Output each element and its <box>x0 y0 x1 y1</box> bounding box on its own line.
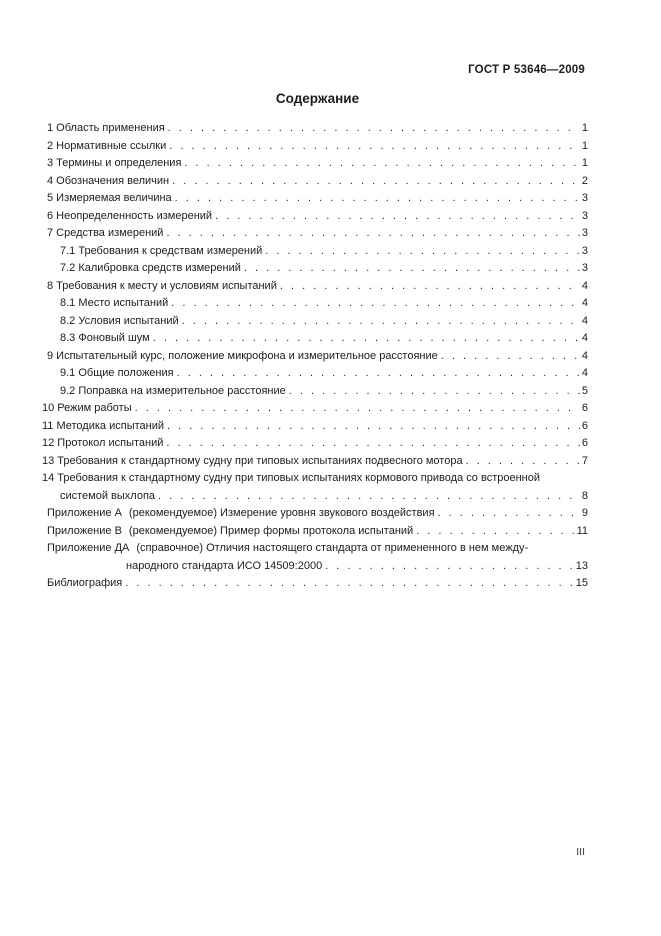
dot-leader <box>172 173 580 191</box>
dot-leader <box>466 453 580 471</box>
toc-entry-text: 6 Неопределенность измерений <box>47 209 213 222</box>
toc-entry <box>47 505 588 523</box>
toc-entry <box>47 120 588 138</box>
toc-entry-page: 3 <box>581 192 588 204</box>
toc-entry <box>60 295 588 313</box>
toc-entry-page: 4 <box>581 314 588 327</box>
toc-entry-text: Библиография <box>47 577 123 589</box>
dot-leader <box>175 190 580 208</box>
toc-entry-page: 7 <box>581 454 588 467</box>
toc-entry-page: 1 <box>581 139 588 152</box>
toc-entry-text: народного стандарта ИСО 14509:2000 <box>126 559 323 572</box>
toc-entry <box>60 313 588 331</box>
dot-leader <box>153 330 580 348</box>
toc-entry-text: 12 Протокол испытаний <box>42 437 164 449</box>
toc-entry-page: 6 <box>581 419 588 432</box>
toc-entry-page: 9 <box>581 507 588 519</box>
dot-leader <box>280 278 580 296</box>
toc-entry-page: 4 <box>581 279 588 292</box>
toc-entry-text: 8.3 Фоновый шум <box>60 332 150 344</box>
toc-entry-page: 1 <box>581 157 588 169</box>
toc-entry <box>47 278 588 296</box>
appendix-label: Приложение А <box>47 507 122 519</box>
toc-entry <box>47 138 588 156</box>
dot-leader <box>184 155 579 173</box>
toc-entry-page: 3 <box>581 244 588 257</box>
toc-entry-page: 4 <box>581 367 588 379</box>
toc-entry <box>47 208 588 226</box>
dot-leader <box>125 575 574 593</box>
appendix-label: Приложение В <box>47 524 122 537</box>
dot-leader <box>289 383 580 401</box>
dot-leader <box>438 505 580 523</box>
toc-entry-text: 5 Измеряемая величина <box>47 192 172 204</box>
toc-entry-text: 13 Требования к стандартному судну при типовых испытаниях подвесного мотора <box>42 454 463 467</box>
toc-entry-page: 6 <box>581 437 588 449</box>
toc-entry-text: 8 Требования к месту и условиям испытаний <box>47 279 277 292</box>
toc-entry <box>42 400 588 418</box>
dot-leader <box>182 313 580 331</box>
dot-leader <box>168 120 580 138</box>
toc-entry-page: 4 <box>581 332 588 344</box>
toc-entry-text: (рекомендуемое) Измерение уровня звукового воздействия <box>128 507 435 519</box>
toc-entry <box>126 558 588 576</box>
table-of-contents <box>42 120 588 593</box>
dot-leader <box>265 243 580 261</box>
dot-leader <box>166 225 579 243</box>
toc-entry <box>60 243 588 261</box>
dot-leader <box>416 523 574 541</box>
toc-entry-text: системой выхлопа <box>60 489 156 502</box>
toc-entry <box>47 348 588 366</box>
toc-entry <box>60 260 588 278</box>
toc-entry-page: 3 <box>581 262 588 274</box>
toc-entry-page: 15 <box>575 577 588 589</box>
dot-leader <box>325 558 574 576</box>
toc-entry-page: 1 <box>581 122 588 134</box>
toc-entry <box>42 435 588 453</box>
toc-entry-text: 9 Испытательный курс, положение микрофона и измерительное расстояние <box>47 349 438 362</box>
toc-entry <box>60 383 588 401</box>
toc-entry-text: 1 Область применения <box>47 122 165 134</box>
toc-entry <box>47 540 588 558</box>
toc-entry <box>47 575 588 593</box>
dot-leader <box>158 488 580 506</box>
toc-entry-text: 10 Режим работы <box>42 402 132 414</box>
toc-entry <box>47 523 588 541</box>
toc-entry-text: 11 Методика испытаний <box>42 419 164 432</box>
page-number: III <box>576 846 585 858</box>
toc-entry-page: 3 <box>581 209 588 222</box>
toc-entry-text: 9.1 Общие положения <box>60 367 174 379</box>
toc-entry-text: 7.1 Требования к средствам измерений <box>60 244 263 257</box>
dot-leader <box>135 400 580 418</box>
toc-entry-page: 11 <box>576 524 588 537</box>
dot-leader <box>215 208 580 226</box>
toc-entry-page: 3 <box>581 227 588 239</box>
toc-entry-text: 4 Обозначения величин <box>47 174 170 187</box>
toc-entry-text: 7.2 Калибровка средств измерений <box>60 262 241 274</box>
toc-entry <box>42 418 588 436</box>
toc-entry-text: (справочное) Отличия настоящего стандарта от примененного в нем между- <box>136 542 529 554</box>
dot-leader <box>244 260 580 278</box>
toc-entry-text: 2 Нормативные ссылки <box>47 139 167 152</box>
toc-entry-text: 8.2 Условия испытаний <box>60 314 179 327</box>
toc-entry-text: (рекомендуемое) Пример формы протокола испытаний <box>128 524 414 537</box>
toc-entry <box>42 470 588 488</box>
toc-entry-page: 4 <box>581 297 588 309</box>
standard-number: ГОСТ Р 53646—2009 <box>468 64 585 76</box>
toc-entry-text: 9.2 Поправка на измерительное расстояние <box>60 384 286 397</box>
dot-leader <box>167 418 580 436</box>
toc-entry-text: 14 Требования к стандартному судну при типовых испытаниях кормового привода со встроенной <box>42 472 541 484</box>
page-title: Содержание <box>275 91 360 106</box>
toc-entry <box>60 330 588 348</box>
dot-leader <box>169 138 580 156</box>
toc-entry <box>47 155 588 173</box>
dot-leader <box>166 435 579 453</box>
toc-entry-page: 8 <box>581 489 588 502</box>
appendix-label: Приложение ДА <box>47 542 130 554</box>
toc-entry <box>47 190 588 208</box>
dot-leader <box>177 365 580 383</box>
toc-entry-page: 6 <box>581 402 588 414</box>
toc-entry-text: 3 Термины и определения <box>47 157 182 169</box>
toc-entry <box>47 225 588 243</box>
toc-entry-text: 8.1 Место испытаний <box>60 297 169 309</box>
dot-leader <box>441 348 580 366</box>
toc-entry <box>42 453 588 471</box>
toc-entry-page: 5 <box>581 384 588 397</box>
toc-entry <box>60 365 588 383</box>
toc-entry <box>47 173 588 191</box>
toc-entry-page: 4 <box>581 349 588 362</box>
toc-entry <box>60 488 588 506</box>
toc-entry-page: 2 <box>581 174 588 187</box>
toc-entry-page: 13 <box>575 559 588 572</box>
toc-entry-text: 7 Средства измерений <box>47 227 164 239</box>
dot-leader <box>171 295 580 313</box>
